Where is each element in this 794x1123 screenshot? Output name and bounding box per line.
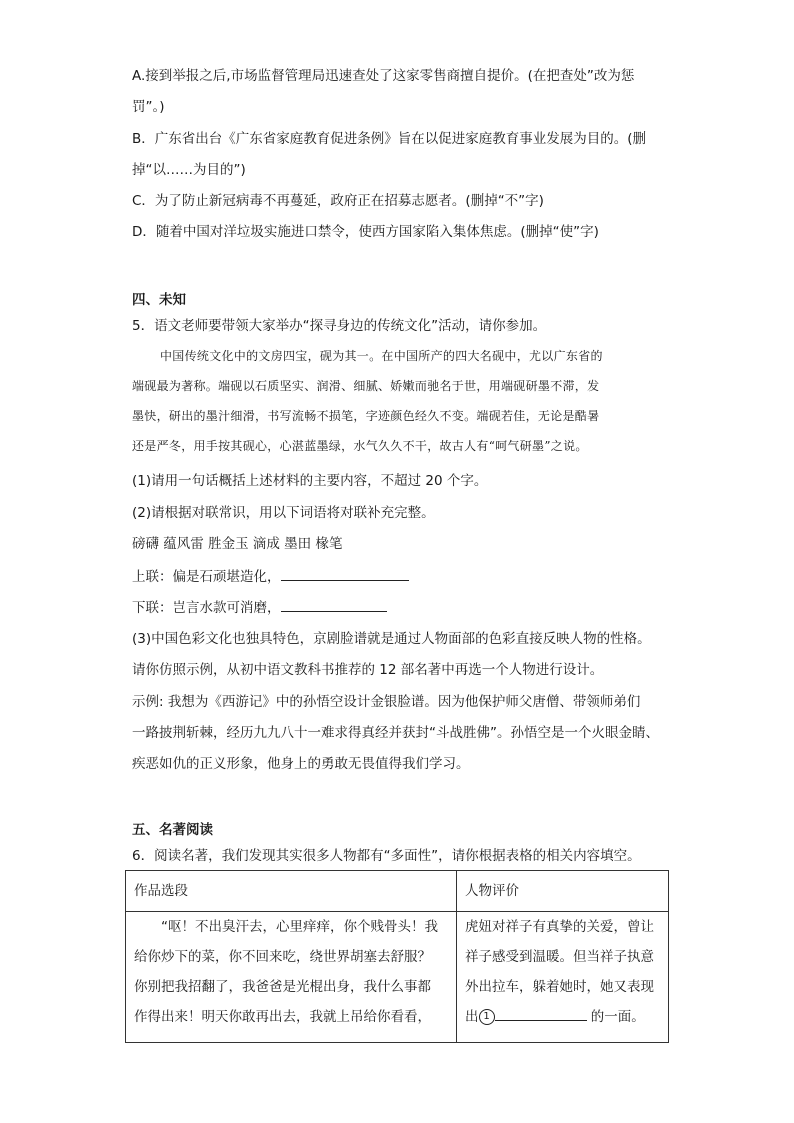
q5-intro: 5．语文老师要带领大家举办“探寻身边的传统文化”活动，请你参加。 <box>132 318 547 334</box>
evaluation-cell <box>457 912 669 1043</box>
evaluation-line: 虎妞对祥子有真挚的关爱，曾让 <box>465 919 654 935</box>
excerpt-line: 给你炒下的菜，你不回来吃，绕世界胡塞去舒服？ <box>134 949 431 965</box>
quote-line: 端砚最为著称。端砚以石质坚实、润滑、细腻、娇嫩而驰名于世，用端砚研墨不滞，发 <box>132 379 600 393</box>
evaluation-prefix: 出 <box>465 1009 479 1025</box>
quote-passage <box>132 341 660 461</box>
evaluation-line: 祥子感受到温暖。但当祥子执意 <box>465 949 654 965</box>
evaluation-line-with-blank <box>465 1002 660 1032</box>
example-line3: 疾恶如仇的正义形象，他身上的勇敢无畏值得我们学习。 <box>132 756 470 772</box>
excerpt-cell <box>126 912 457 1043</box>
upper-couplet-blank[interactable] <box>281 566 409 581</box>
lower-couplet-label: 下联：岂言水款可消磨， <box>132 600 281 616</box>
evaluation-line: 外出拉车，躲着她时，她又表现 <box>465 979 654 995</box>
lower-couplet-blank[interactable] <box>281 597 387 612</box>
answer-blank-1[interactable] <box>495 1006 587 1021</box>
excerpt-line: 作得出来！明天你敢再出去，我就上吊给你看看， <box>134 1009 431 1025</box>
sub-question-3-line1: (3)中国色彩文化也独具特色，京剧脸谱就是通过人物面部的色彩直接反映人物的性格。 <box>132 631 651 647</box>
lower-couplet <box>132 597 387 618</box>
example-line1: 示例: 我想为《西游记》中的孙悟空设计金银脸谱。因为他保护师父唐僧、带领师弟们 <box>132 694 641 710</box>
section5-heading: 五、名著阅读 <box>132 822 213 838</box>
example-line2: 一路披荆斩棘，经历九九八十一难求得真经并获封“斗战胜佛”。孙悟空是一个火眼金睛、 <box>132 725 659 741</box>
col-header-evaluation: 人物评价 <box>457 871 669 912</box>
excerpt-line: 你别把我招翻了，我爸爸是光棍出身，我什么事都 <box>134 979 431 995</box>
upper-couplet <box>132 566 409 587</box>
quote-line: 中国传统文化中的文房四宝，砚为其一。在中国所产的四大名砚中，尤以广东省的 <box>160 349 603 363</box>
word-bank: 磅礴 蕴风雷 胜金玉 滴成 墨田 椽笔 <box>132 536 343 552</box>
sub-question-2: (2)请根据对联常识，用以下词语将对联补充完整。 <box>132 505 435 521</box>
option-d: D．随着中国对洋垃圾实施进口禁令，使西方国家陷入集体焦虑。(删掉“使”字) <box>132 224 599 240</box>
option-a-line2: 罚”。) <box>132 99 165 115</box>
sub-question-3-line2: 请你仿照示例，从初中语文教科书推荐的 12 部名著中再选一个人物进行设计。 <box>132 662 604 678</box>
option-b-line2: 掉“以……为目的”) <box>132 162 246 178</box>
section4-heading: 四、未知 <box>132 292 186 308</box>
sub-question-1: (1)请用一句话概括上述材料的主要内容，不超过 20 个字。 <box>132 473 488 489</box>
col-header-excerpt: 作品选段 <box>126 871 457 912</box>
circled-number: 1 <box>479 1009 495 1025</box>
evaluation-suffix: 的一面。 <box>590 1009 645 1025</box>
option-c: C．为了防止新冠病毒不再蔓延，政府正在招募志愿者。(删掉“不”字) <box>132 193 544 209</box>
excerpt-line: “呕！不出臭汗去，心里痒痒，你个贱骨头！我 <box>161 919 438 935</box>
q6-intro: 6．阅读名著，我们发现其实很多人物都有“多面性”，请你根据表格的相关内容填空。 <box>132 848 641 864</box>
character-table <box>125 870 669 1043</box>
upper-couplet-label: 上联：偏是石顽堪造化， <box>132 569 281 585</box>
option-a-line1: A.接到举报之后,市场监督管理局迅速查处了这家零售商擅自提价。(在把查处”改为惩 <box>132 68 635 84</box>
option-b-line1: B．广东省出台《广东省家庭教育促进条例》旨在以促进家庭教育事业发展为目的。(删 <box>132 131 647 147</box>
quote-line: 还是严冬，用手按其砚心，心湛蓝墨绿，水气久久不干，故古人有“呵气研墨”之说。 <box>132 439 588 453</box>
quote-line: 墨快，研出的墨汁细滑，书写流畅不损笔，字迹颜色经久不变。端砚若佳，无论是酷暑 <box>132 409 600 423</box>
